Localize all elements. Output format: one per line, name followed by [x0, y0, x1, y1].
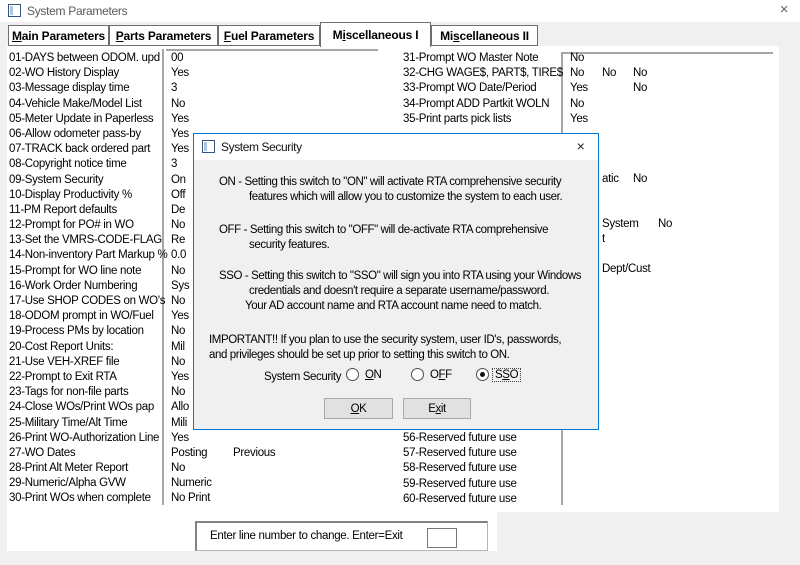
row-value: No: [171, 386, 186, 399]
row-value: No: [171, 97, 186, 110]
dialog-text-line: ON - Setting this switch to "ON" will activate RTA comprehensive security: [219, 176, 562, 188]
dialog-titlebar[interactable]: [194, 134, 598, 160]
row-label: 35-Print parts pick lists: [403, 112, 512, 125]
row-label: 17-Use SHOP CODES on WO's: [9, 295, 166, 307]
dialog-text-line: IMPORTANT!! If you plan to use the security system, user ID's, passwords,: [209, 334, 562, 346]
row-value: Mili: [171, 416, 188, 429]
page-gray-corner: [497, 512, 779, 551]
tab-miscellaneous-2[interactable]: Miscellaneous II: [431, 25, 538, 46]
dialog-window-icon: [202, 140, 215, 153]
row-value: Yes: [171, 431, 189, 444]
row-value-3: No: [633, 82, 648, 95]
row-value: No: [171, 355, 186, 368]
parameter-row: [0, 492, 779, 507]
row-label: 27-WO Dates: [9, 446, 76, 459]
parameter-row: [0, 477, 779, 492]
parameter-row: [0, 97, 779, 112]
window-title: System Parameters: [27, 4, 128, 18]
row-value: Mil: [171, 340, 185, 353]
dialog-text-line: security features.: [249, 239, 330, 251]
line-number-input[interactable]: [427, 528, 457, 548]
window-titlebar[interactable]: [0, 0, 800, 22]
row-value: No: [171, 462, 186, 475]
row-label: 32-CHG WAGE$, PART$, TIRE$: [403, 67, 563, 80]
row-value: Yes: [570, 112, 588, 125]
row-value: No: [570, 97, 585, 110]
ok-button[interactable]: OK: [324, 398, 393, 419]
radio-group-label: System Security: [264, 371, 342, 383]
row-label: 33-Prompt WO Date/Period: [403, 82, 537, 95]
parameter-row: [0, 51, 779, 66]
parameter-row: [0, 112, 779, 127]
right-parameter-list-bottom: [0, 431, 779, 507]
row-value: Yes: [171, 310, 189, 323]
row-value: Yes: [171, 127, 189, 140]
window-close-icon[interactable]: ×: [779, 1, 789, 18]
row-label: 26-Print WO-Authorization Line: [9, 431, 160, 444]
row-label: 09-System Security: [9, 173, 104, 186]
row-label: 07-TRACK back ordered part: [9, 143, 151, 156]
dialog-text-line: OFF - Setting this switch to "OFF" will de-activate RTA comprehensive: [219, 224, 549, 236]
radio-on[interactable]: ON: [346, 368, 383, 381]
parameter-row: [0, 461, 779, 476]
row-label: 34-Prompt ADD Partkit WOLN: [403, 97, 550, 110]
row-value: No Print: [171, 492, 211, 505]
row-value: Re: [171, 234, 186, 247]
row-label: 06-Allow odometer pass-by: [9, 127, 141, 140]
row-value: No: [171, 325, 186, 338]
prompt-panel: [195, 521, 488, 551]
row-value: No: [570, 52, 585, 64]
clipped-value-fragment: System No: [602, 218, 673, 230]
row-value: Numeric: [171, 477, 212, 490]
row-label: 05-Meter Update in Paperless: [9, 112, 154, 125]
parameter-row: [0, 446, 779, 461]
parameter-row: [0, 66, 779, 81]
radio-circle-icon[interactable]: [346, 368, 359, 381]
dialog-text-line: Your AD account name and RTA account name need to match.: [245, 300, 542, 312]
row-label: 24-Close WOs/Print WOs pap: [9, 401, 154, 414]
row-value: On: [171, 173, 186, 186]
system-security-dialog: [193, 133, 599, 430]
prompt-label: Enter line number to change. Enter=Exit: [210, 530, 403, 542]
row-value: Allo: [171, 401, 189, 414]
dialog-text-line: features which will allow you to customize the system to each user.: [249, 191, 563, 203]
row-value: De: [171, 203, 186, 216]
row-label: 19-Process PMs by location: [9, 325, 144, 338]
row-value: Yes: [570, 82, 588, 95]
parameter-row: [0, 81, 779, 96]
row-value: No: [171, 264, 186, 277]
row-label: 23-Tags for non-file parts: [9, 386, 129, 399]
radio-sso[interactable]: SSO: [476, 368, 520, 381]
dialog-text-line: SSO - Setting this switch to "SSO" will sign you into RTA using your Windows: [219, 270, 582, 282]
row-label: 28-Print Alt Meter Report: [9, 462, 129, 475]
row-value: 3: [171, 82, 178, 95]
radio-circle-icon[interactable]: [411, 368, 424, 381]
parameter-row: [0, 431, 779, 446]
row-value: 0.0: [171, 249, 187, 262]
dialog-close-icon[interactable]: ×: [576, 138, 585, 154]
dialog-text-line: and privileges should be set up prior to setting this switch to ON.: [209, 349, 510, 361]
app-window-icon: [8, 4, 21, 17]
row-label: 21-Use VEH-XREF file: [9, 355, 120, 368]
row-label: 01-DAYS between ODOM. upd: [9, 52, 160, 64]
radio-circle-icon[interactable]: [476, 368, 489, 381]
row-label: 04-Vehicle Make/Model List: [9, 97, 142, 110]
row-value: Yes: [171, 143, 189, 156]
dialog-title: System Security: [221, 140, 302, 154]
row-label: 20-Cost Report Units:: [9, 340, 114, 353]
row-label: 59-Reserved future use: [403, 477, 517, 490]
row-value: Yes: [171, 112, 189, 125]
row-label: 31-Prompt WO Master Note: [403, 52, 539, 64]
row-value: Off: [171, 188, 186, 201]
radio-off[interactable]: OFF: [411, 368, 454, 381]
row-label: 56-Reserved future use: [403, 432, 517, 444]
tab-main-parameters[interactable]: Main Parameters: [8, 25, 109, 46]
row-label: 25-Military Time/Alt Time: [9, 416, 128, 429]
clipped-value-fragment: t: [602, 233, 605, 245]
row-label: 08-Copyright notice time: [9, 158, 127, 171]
tab-parts-parameters[interactable]: Parts Parameters: [109, 25, 218, 46]
row-label: 29-Numeric/Alpha GVW: [9, 477, 126, 490]
row-label: 18-ODOM prompt in WO/Fuel: [9, 310, 154, 323]
exit-button[interactable]: Exit: [403, 398, 471, 419]
row-label: 14-Non-inventory Part Markup %: [9, 249, 168, 262]
tab-miscellaneous-1[interactable]: Miscellaneous I: [320, 22, 431, 47]
row-label: 30-Print WOs when complete: [9, 492, 151, 505]
right-parameter-list-top: [0, 51, 779, 127]
row-label: 57-Reserved future use: [403, 447, 517, 460]
row-label: 11-PM Report defaults: [9, 203, 117, 216]
dialog-text-line: credentials and doesn't require a separate username/password.: [249, 285, 549, 297]
row-value-3: No: [633, 67, 648, 80]
row-label: 22-Prompt to Exit RTA: [9, 370, 117, 383]
tab-fuel-parameters[interactable]: Fuel Parameters: [218, 25, 320, 46]
row-value: 3: [171, 158, 178, 171]
clipped-value-fragment: atic No: [602, 173, 648, 185]
row-label: 58-Reserved future use: [403, 462, 517, 475]
row-value: No: [570, 67, 585, 80]
row-value-2: Previous: [233, 446, 276, 459]
row-label: 02-WO History Display: [9, 67, 119, 80]
clipped-value-fragment: Dept/Cust: [602, 263, 651, 275]
row-label: 16-Work Order Numbering: [9, 279, 138, 292]
row-value: No: [171, 219, 186, 232]
row-label: 12-Prompt for PO# in WO: [9, 219, 134, 232]
row-label: 60-Reserved future use: [403, 492, 517, 505]
row-value: 00: [171, 52, 184, 64]
row-value: Yes: [171, 67, 189, 80]
row-value: Yes: [171, 370, 189, 383]
row-value: Sys: [171, 279, 190, 292]
row-label: 10-Display Productivity %: [9, 188, 132, 201]
row-value: No: [171, 295, 186, 307]
row-value-2: No: [602, 67, 617, 80]
row-label: 03-Message display time: [9, 82, 130, 95]
row-label: 13-Set the VMRS-CODE-FLAG: [9, 234, 162, 247]
row-label: 15-Prompt for WO line note: [9, 264, 142, 277]
row-value: Posting: [171, 446, 208, 459]
